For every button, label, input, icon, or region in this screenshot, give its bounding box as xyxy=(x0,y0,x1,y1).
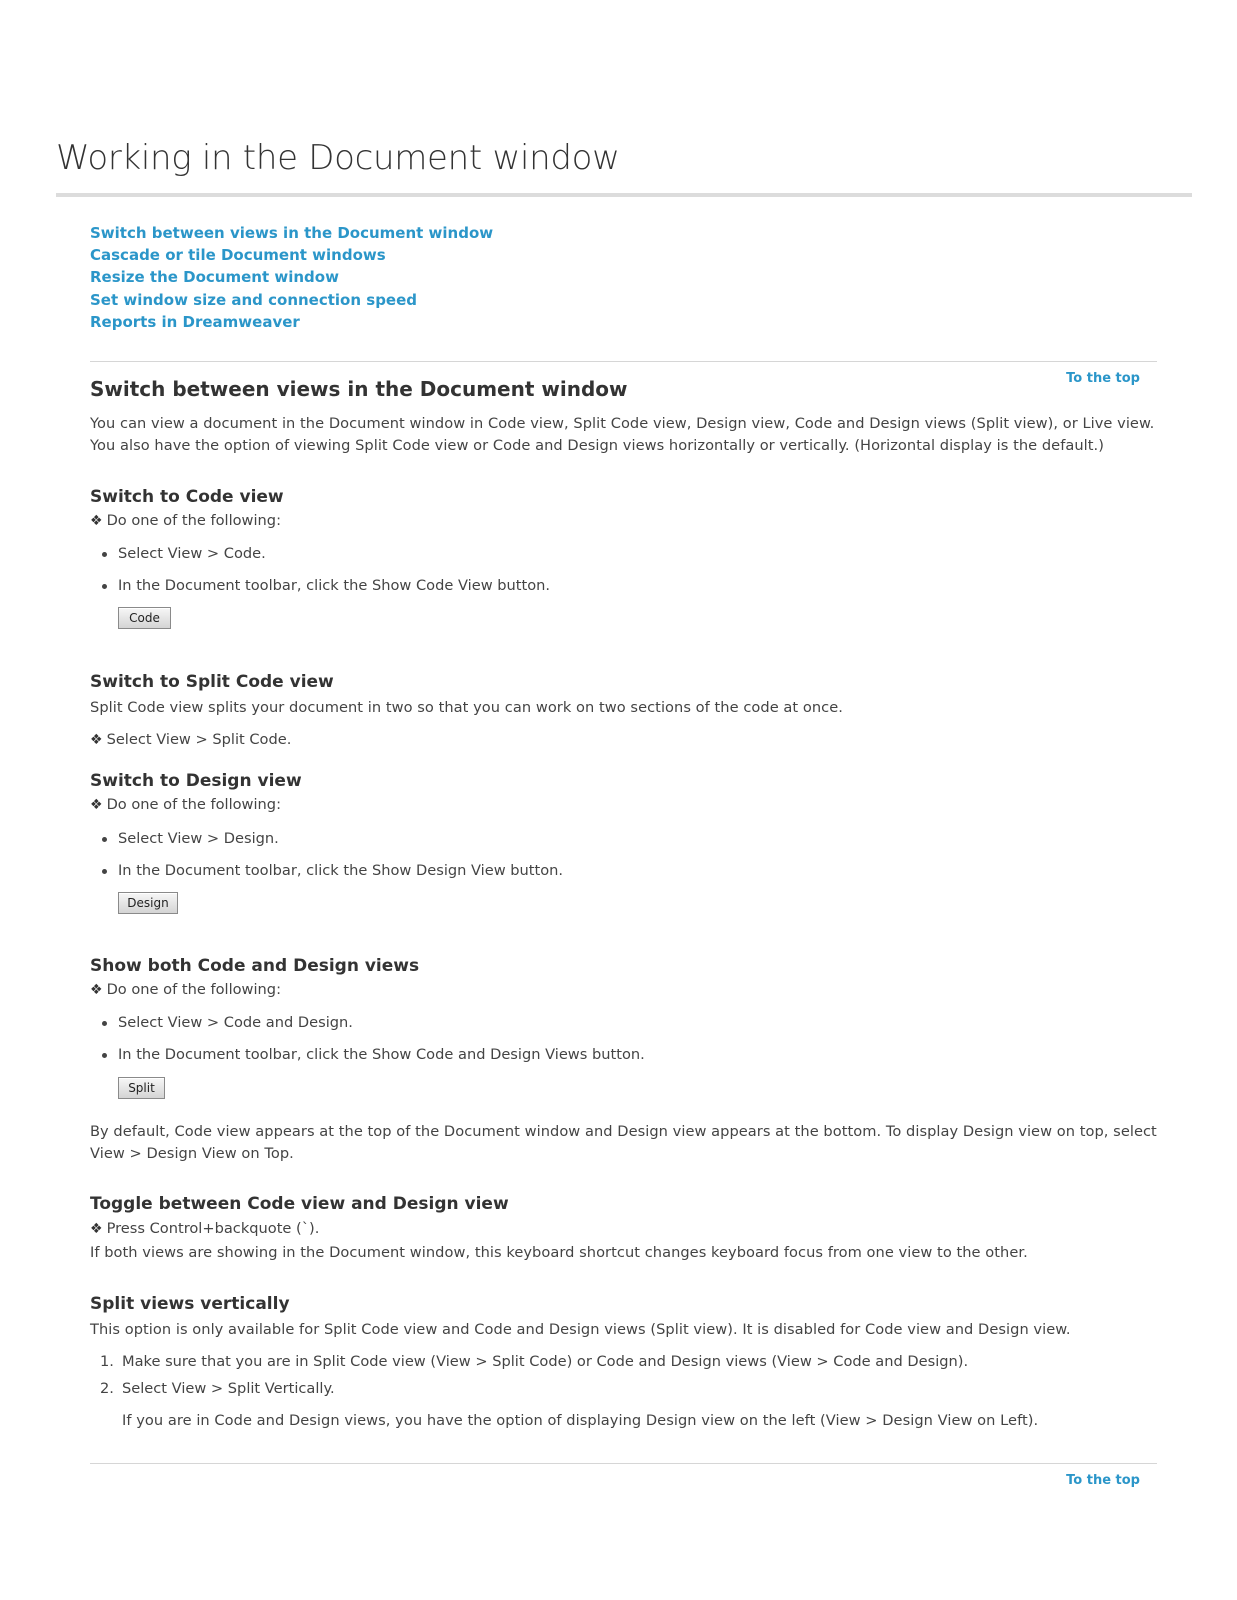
step-marker-icon: ❖ xyxy=(90,732,103,748)
list-item: In the Document toolbar, click the Show Code and Design Views button. xyxy=(90,1044,1160,1065)
list-item: Select View > Design. xyxy=(90,828,1160,849)
show-design-view-button[interactable]: Design xyxy=(118,892,178,914)
toggle-step: ❖ Press Control+backquote (`). xyxy=(90,1220,320,1237)
design-view-heading: Switch to Design view xyxy=(90,771,302,791)
list-item: In the Document toolbar, click the Show Design View button. xyxy=(90,860,1160,881)
toc-link-cascade-tile[interactable]: Cascade or tile Document windows xyxy=(90,246,386,265)
show-code-and-design-views-button[interactable]: Split xyxy=(118,1077,165,1099)
split-vertical-note: If you are in Code and Design views, you have the option of displaying Design view on the left (View > Design View on Left). xyxy=(122,1412,1039,1429)
section-intro: You can view a document in the Document window in Code view, Split Code view, Design view, Code and Design views (Split view), or Live view. You also have the option of viewing Split Code view or Code and Design views horizontally or vertically. (Horizontal display is the default.) xyxy=(90,415,1155,454)
table-of-contents xyxy=(90,222,493,333)
both-views-step: ❖ Do one of the following: xyxy=(90,981,281,998)
list-item: In the Document toolbar, click the Show Code View button. xyxy=(90,575,1160,596)
toc-link-window-size[interactable]: Set window size and connection speed xyxy=(90,290,418,309)
step-marker-icon: ❖ xyxy=(90,797,103,813)
toc-link-resize[interactable]: Resize the Document window xyxy=(90,268,339,287)
split-code-view-heading: Switch to Split Code view xyxy=(90,672,334,692)
split-vertical-steps xyxy=(90,1351,1160,1399)
page-title: Working in the Document window xyxy=(56,138,620,178)
toc-link-switch-views[interactable]: Switch between views in the Document window xyxy=(90,224,494,242)
step-marker-icon: ❖ xyxy=(90,1221,103,1237)
section-heading: Switch between views in the Document window xyxy=(90,377,628,401)
design-view-bullets xyxy=(90,828,1160,881)
step-marker-icon: ❖ xyxy=(90,513,103,529)
code-view-bullets xyxy=(90,543,1160,596)
toc-link-reports[interactable]: Reports in Dreamweaver xyxy=(90,312,300,331)
code-view-step: ❖ Do one of the following: xyxy=(90,512,281,529)
title-divider xyxy=(56,193,1192,197)
both-views-heading: Show both Code and Design views xyxy=(90,956,420,976)
show-code-view-button[interactable]: Code xyxy=(118,607,171,629)
numbered-step: 2. Select View > Split Vertically. xyxy=(100,1380,335,1397)
to-the-top-link[interactable]: To the top xyxy=(1066,1473,1140,1488)
both-views-note: By default, Code view appears at the top of the Document window and Design view appears at the bottom. To display Design view on top, select View > Design View on Top. xyxy=(90,1123,1157,1162)
split-vertical-heading: Split views vertically xyxy=(90,1294,290,1314)
step-marker-icon: ❖ xyxy=(90,982,103,998)
split-vertical-desc: This option is only available for Split Code view and Code and Design views (Split view). It is disabled for Code view and Design view. xyxy=(90,1321,1071,1338)
toggle-heading: Toggle between Code view and Design view xyxy=(90,1194,509,1214)
code-view-heading: Switch to Code view xyxy=(90,487,284,507)
section-divider-top xyxy=(90,361,1157,362)
to-the-top-link[interactable]: To the top xyxy=(1066,371,1140,386)
split-code-view-desc: Split Code view splits your document in two so that you can work on two sections of the code at once. xyxy=(90,699,843,716)
list-item: Select View > Code. xyxy=(90,543,1160,564)
design-view-step: ❖ Do one of the following: xyxy=(90,796,281,813)
section-divider-bottom xyxy=(90,1463,1157,1464)
split-code-view-step: ❖ Select View > Split Code. xyxy=(90,731,292,748)
list-item: Select View > Code and Design. xyxy=(90,1012,1160,1033)
both-views-bullets xyxy=(90,1012,1160,1065)
numbered-step: 1. Make sure that you are in Split Code view (View > Split Code) or Code and Design views (View > Code and Design). xyxy=(100,1353,969,1370)
toggle-desc: If both views are showing in the Document window, this keyboard shortcut changes keyboard focus from one view to the other. xyxy=(90,1244,1028,1261)
